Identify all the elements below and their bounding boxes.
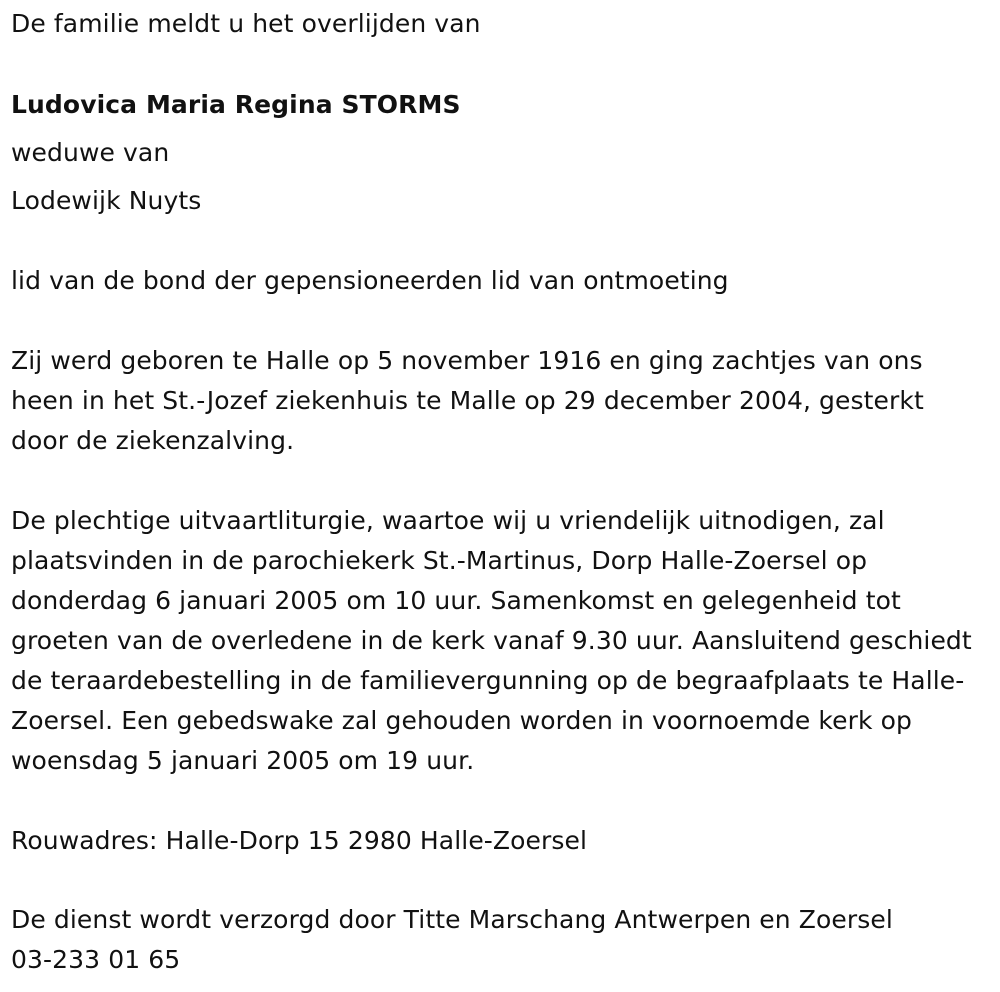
membership-text: lid van de bond der gepensioneerden lid van ontmoeting bbox=[11, 266, 729, 295]
intro-text: De familie meldt u het overlijden van bbox=[11, 9, 481, 38]
undertaker-text: De dienst wordt verzorgd door Titte Marschang Antwerpen en Zoersel bbox=[11, 905, 893, 934]
funeral-paragraph: De plechtige uitvaartliturgie, waartoe wij u vriendelijk uitnodigen, zal plaatsvinden in de parochiekerk St.-Martinus, Dorp Halle-Zoersel op donderdag 6 januari 2005 om 10 uur. Samenkomst en gelegenheid tot groeten van de overledene in de kerk vanaf 9.30 uur. Aansluitend geschiedt de teraardebestelling in de familievergunning op de begraafplaats te Halle-Zoersel. Een gebedswake zal gehouden worden in voornoemde kerk op woensdag 5 januari 2005 om 19 uur. bbox=[11, 506, 972, 775]
relation-text: weduwe van bbox=[11, 138, 170, 167]
undertaker-phone: 03-233 01 65 bbox=[11, 945, 181, 974]
deceased-name: Ludovica Maria Regina STORMS bbox=[11, 90, 461, 119]
mourning-address: Rouwadres: Halle-Dorp 15 2980 Halle-Zoersel bbox=[11, 826, 588, 855]
spouse-name: Lodewijk Nuyts bbox=[11, 186, 202, 215]
birth-death-paragraph: Zij werd geboren te Halle op 5 november 1916 en ging zachtjes van ons heen in het St.-Jozef ziekenhuis te Malle op 29 december 2004, gesterkt door de ziekenzalving. bbox=[11, 346, 924, 455]
